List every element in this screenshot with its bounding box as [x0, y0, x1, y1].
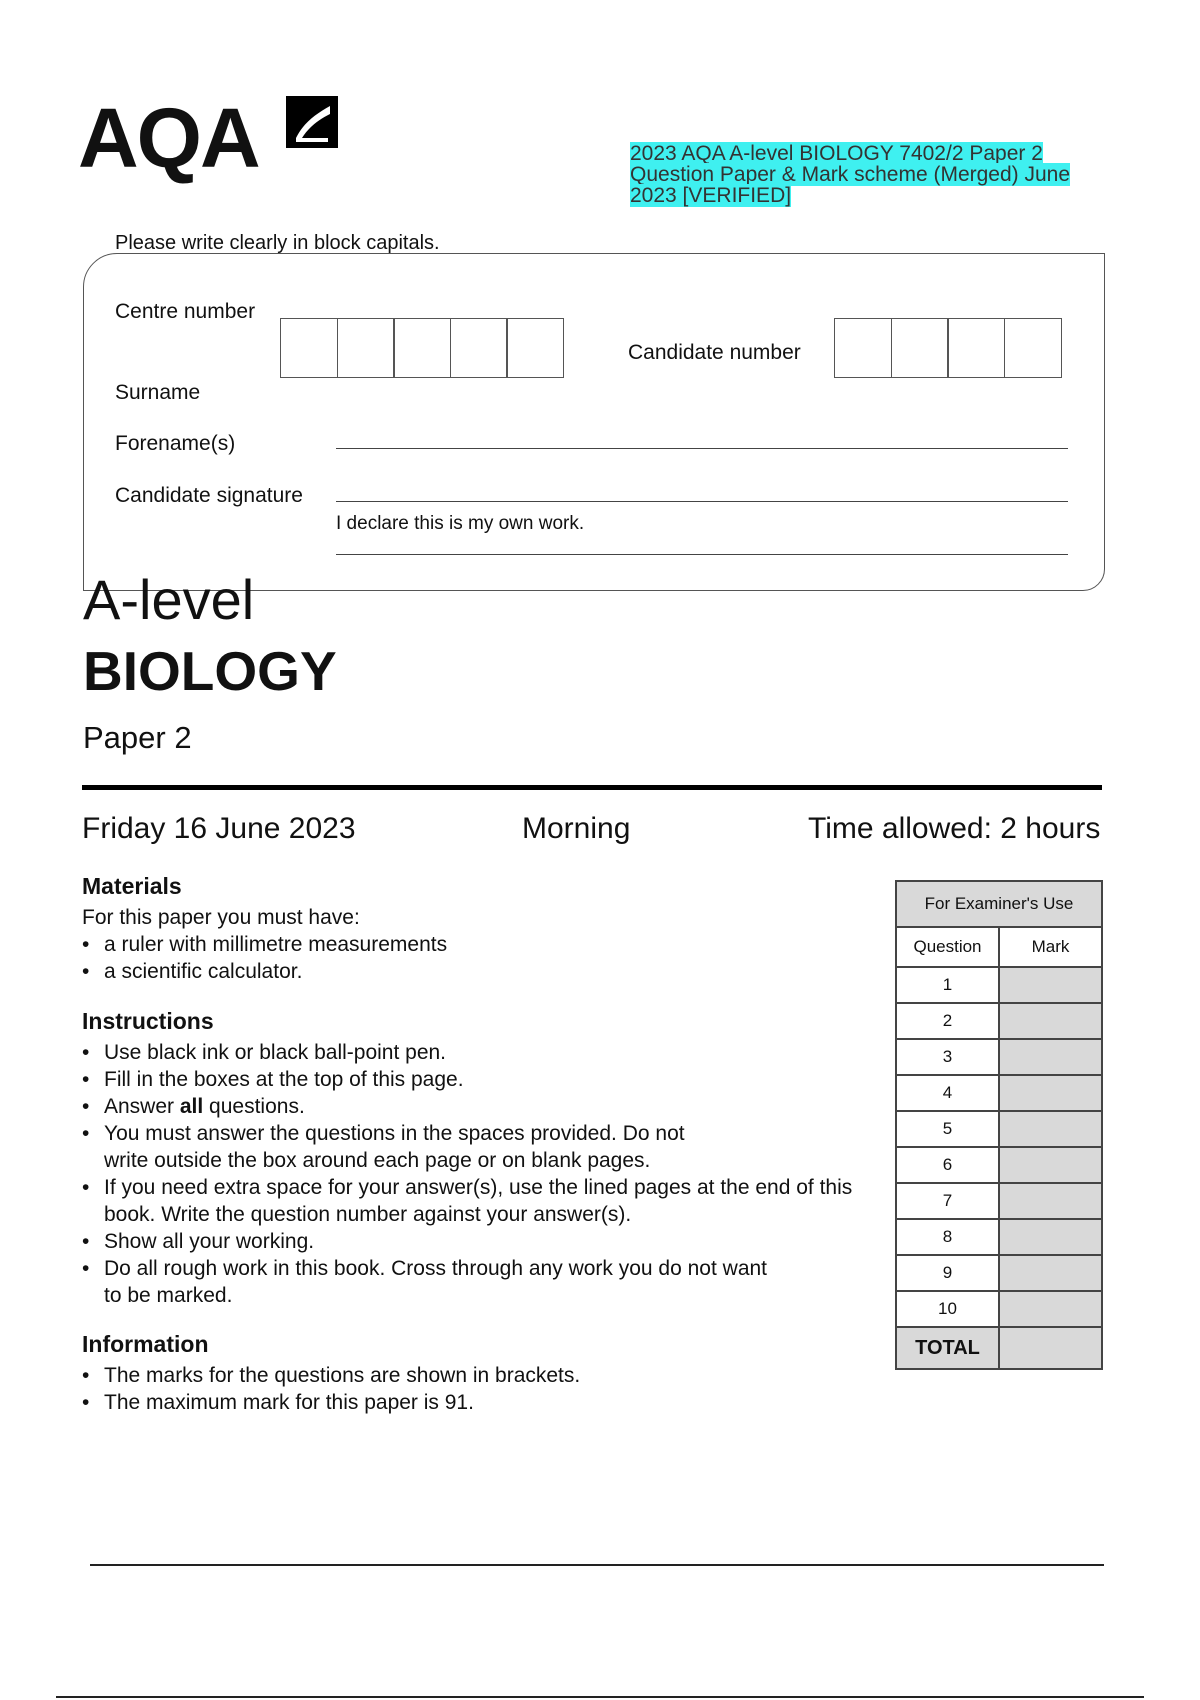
mark-cell[interactable]	[1000, 1004, 1101, 1038]
mark-cell[interactable]	[1000, 1292, 1101, 1326]
footer-divider	[90, 1564, 1104, 1566]
surname-label: Surname	[115, 381, 201, 404]
mark-cell[interactable]	[1000, 1256, 1101, 1290]
materials-section	[82, 875, 882, 985]
information-item: • The marks for the questions are shown in brackets.	[82, 1362, 882, 1389]
question-number: 4	[897, 1076, 1000, 1110]
question-number: 3	[897, 1040, 1000, 1074]
table-row	[897, 1112, 1101, 1148]
materials-intro: For this paper you must have:	[82, 906, 360, 929]
exam-date: Friday 16 June 2023	[82, 812, 356, 845]
table-row	[897, 1076, 1101, 1112]
mark-cell[interactable]	[1000, 1076, 1101, 1110]
information-heading: Information	[82, 1331, 209, 1357]
instruction-item: • Answer all questions.	[82, 1093, 872, 1120]
centre-number-digit[interactable]	[450, 318, 508, 378]
declaration-line	[336, 554, 1068, 555]
question-number: 7	[897, 1184, 1000, 1218]
question-number: 1	[897, 968, 1000, 1002]
examiner-table-title: For Examiner's Use	[897, 882, 1101, 928]
table-row	[897, 968, 1101, 1004]
instruction-item: • Use black ink or black ball-point pen.	[82, 1039, 872, 1066]
mark-cell[interactable]	[1000, 1184, 1101, 1218]
centre-number-digit[interactable]	[280, 318, 338, 378]
declaration-text: I declare this is my own work.	[336, 513, 585, 534]
candidate-number-digit[interactable]	[1004, 318, 1062, 378]
document-title-highlight: 2023 AQA A-level BIOLOGY 7402/2 Paper 2 Question Paper & Mark scheme (Merged) June 2023 [VERIFIED]	[630, 142, 1071, 207]
time-allowed: Time allowed: 2 hours	[808, 812, 1101, 845]
instruction-item: • You must answer the questions in the spaces provided. Do not write outside the box around each page or on blank pages.	[82, 1120, 724, 1174]
question-number: 5	[897, 1112, 1000, 1146]
materials-heading: Materials	[82, 873, 182, 899]
question-number: 10	[897, 1292, 1000, 1326]
mark-cell[interactable]	[1000, 1112, 1101, 1146]
mark-cell[interactable]	[1000, 1040, 1101, 1074]
total-label: TOTAL	[897, 1328, 1000, 1368]
qualification-level: A-level	[83, 568, 255, 631]
question-number: 6	[897, 1148, 1000, 1182]
mark-cell[interactable]	[1000, 968, 1101, 1002]
question-number: 9	[897, 1256, 1000, 1290]
instruction-item: • Show all your working.	[82, 1228, 872, 1255]
table-row	[897, 1184, 1101, 1220]
signature-label: Candidate signature	[115, 484, 303, 507]
centre-number-digit[interactable]	[506, 318, 564, 378]
aqa-logo-mark-icon	[282, 92, 342, 152]
instruction-item: • Do all rough work in this book. Cross through any work you do not want to be marked.	[82, 1255, 784, 1309]
question-number: 8	[897, 1220, 1000, 1254]
examiner-table-header-row	[897, 928, 1101, 968]
candidate-number-digit[interactable]	[947, 318, 1005, 378]
information-section	[82, 1333, 882, 1416]
mark-cell[interactable]	[1000, 1220, 1101, 1254]
table-row	[897, 1220, 1101, 1256]
table-row	[897, 1040, 1101, 1076]
instruction-item: • Fill in the boxes at the top of this page.	[82, 1066, 872, 1093]
materials-item: • a ruler with millimetre measurements	[82, 931, 882, 958]
candidate-number-boxes[interactable]	[834, 318, 1060, 378]
candidate-number-label: Candidate number	[628, 341, 801, 364]
question-column-header: Question	[897, 928, 1000, 966]
paper-number: Paper 2	[83, 720, 192, 755]
instructions-section	[82, 1010, 872, 1309]
total-row	[897, 1328, 1101, 1368]
materials-item: • a scientific calculator.	[82, 958, 882, 985]
instruction-item: • If you need extra space for your answer(s), use the lined pages at the end of this book. Write the question number against your answer(s).	[82, 1174, 872, 1228]
examiner-use-table	[895, 880, 1103, 1370]
centre-number-digit[interactable]	[337, 318, 395, 378]
centre-number-digit[interactable]	[393, 318, 451, 378]
exam-session: Morning	[522, 812, 631, 845]
centre-number-label: Centre number	[115, 300, 256, 323]
candidate-number-digit[interactable]	[891, 318, 949, 378]
write-clearly-note: Please write clearly in block capitals.	[115, 232, 440, 254]
table-row	[897, 1256, 1101, 1292]
table-row	[897, 1292, 1101, 1328]
question-number: 2	[897, 1004, 1000, 1038]
mark-cell[interactable]	[1000, 1148, 1101, 1182]
information-item: • The maximum mark for this paper is 91.	[82, 1389, 882, 1416]
forenames-line[interactable]	[336, 448, 1068, 449]
table-row	[897, 1148, 1101, 1184]
title-divider	[82, 785, 1102, 790]
forenames-label: Forename(s)	[115, 432, 236, 455]
signature-line[interactable]	[336, 501, 1068, 502]
subject-title: BIOLOGY	[83, 640, 337, 702]
candidate-number-digit[interactable]	[834, 318, 892, 378]
instructions-heading: Instructions	[82, 1008, 214, 1034]
aqa-logo: AQA	[78, 91, 259, 185]
table-row	[897, 1004, 1101, 1040]
centre-number-boxes[interactable]	[280, 318, 563, 378]
mark-column-header: Mark	[1000, 928, 1101, 966]
page-bottom-divider	[56, 1696, 1144, 1698]
total-mark-cell[interactable]	[1000, 1328, 1101, 1368]
